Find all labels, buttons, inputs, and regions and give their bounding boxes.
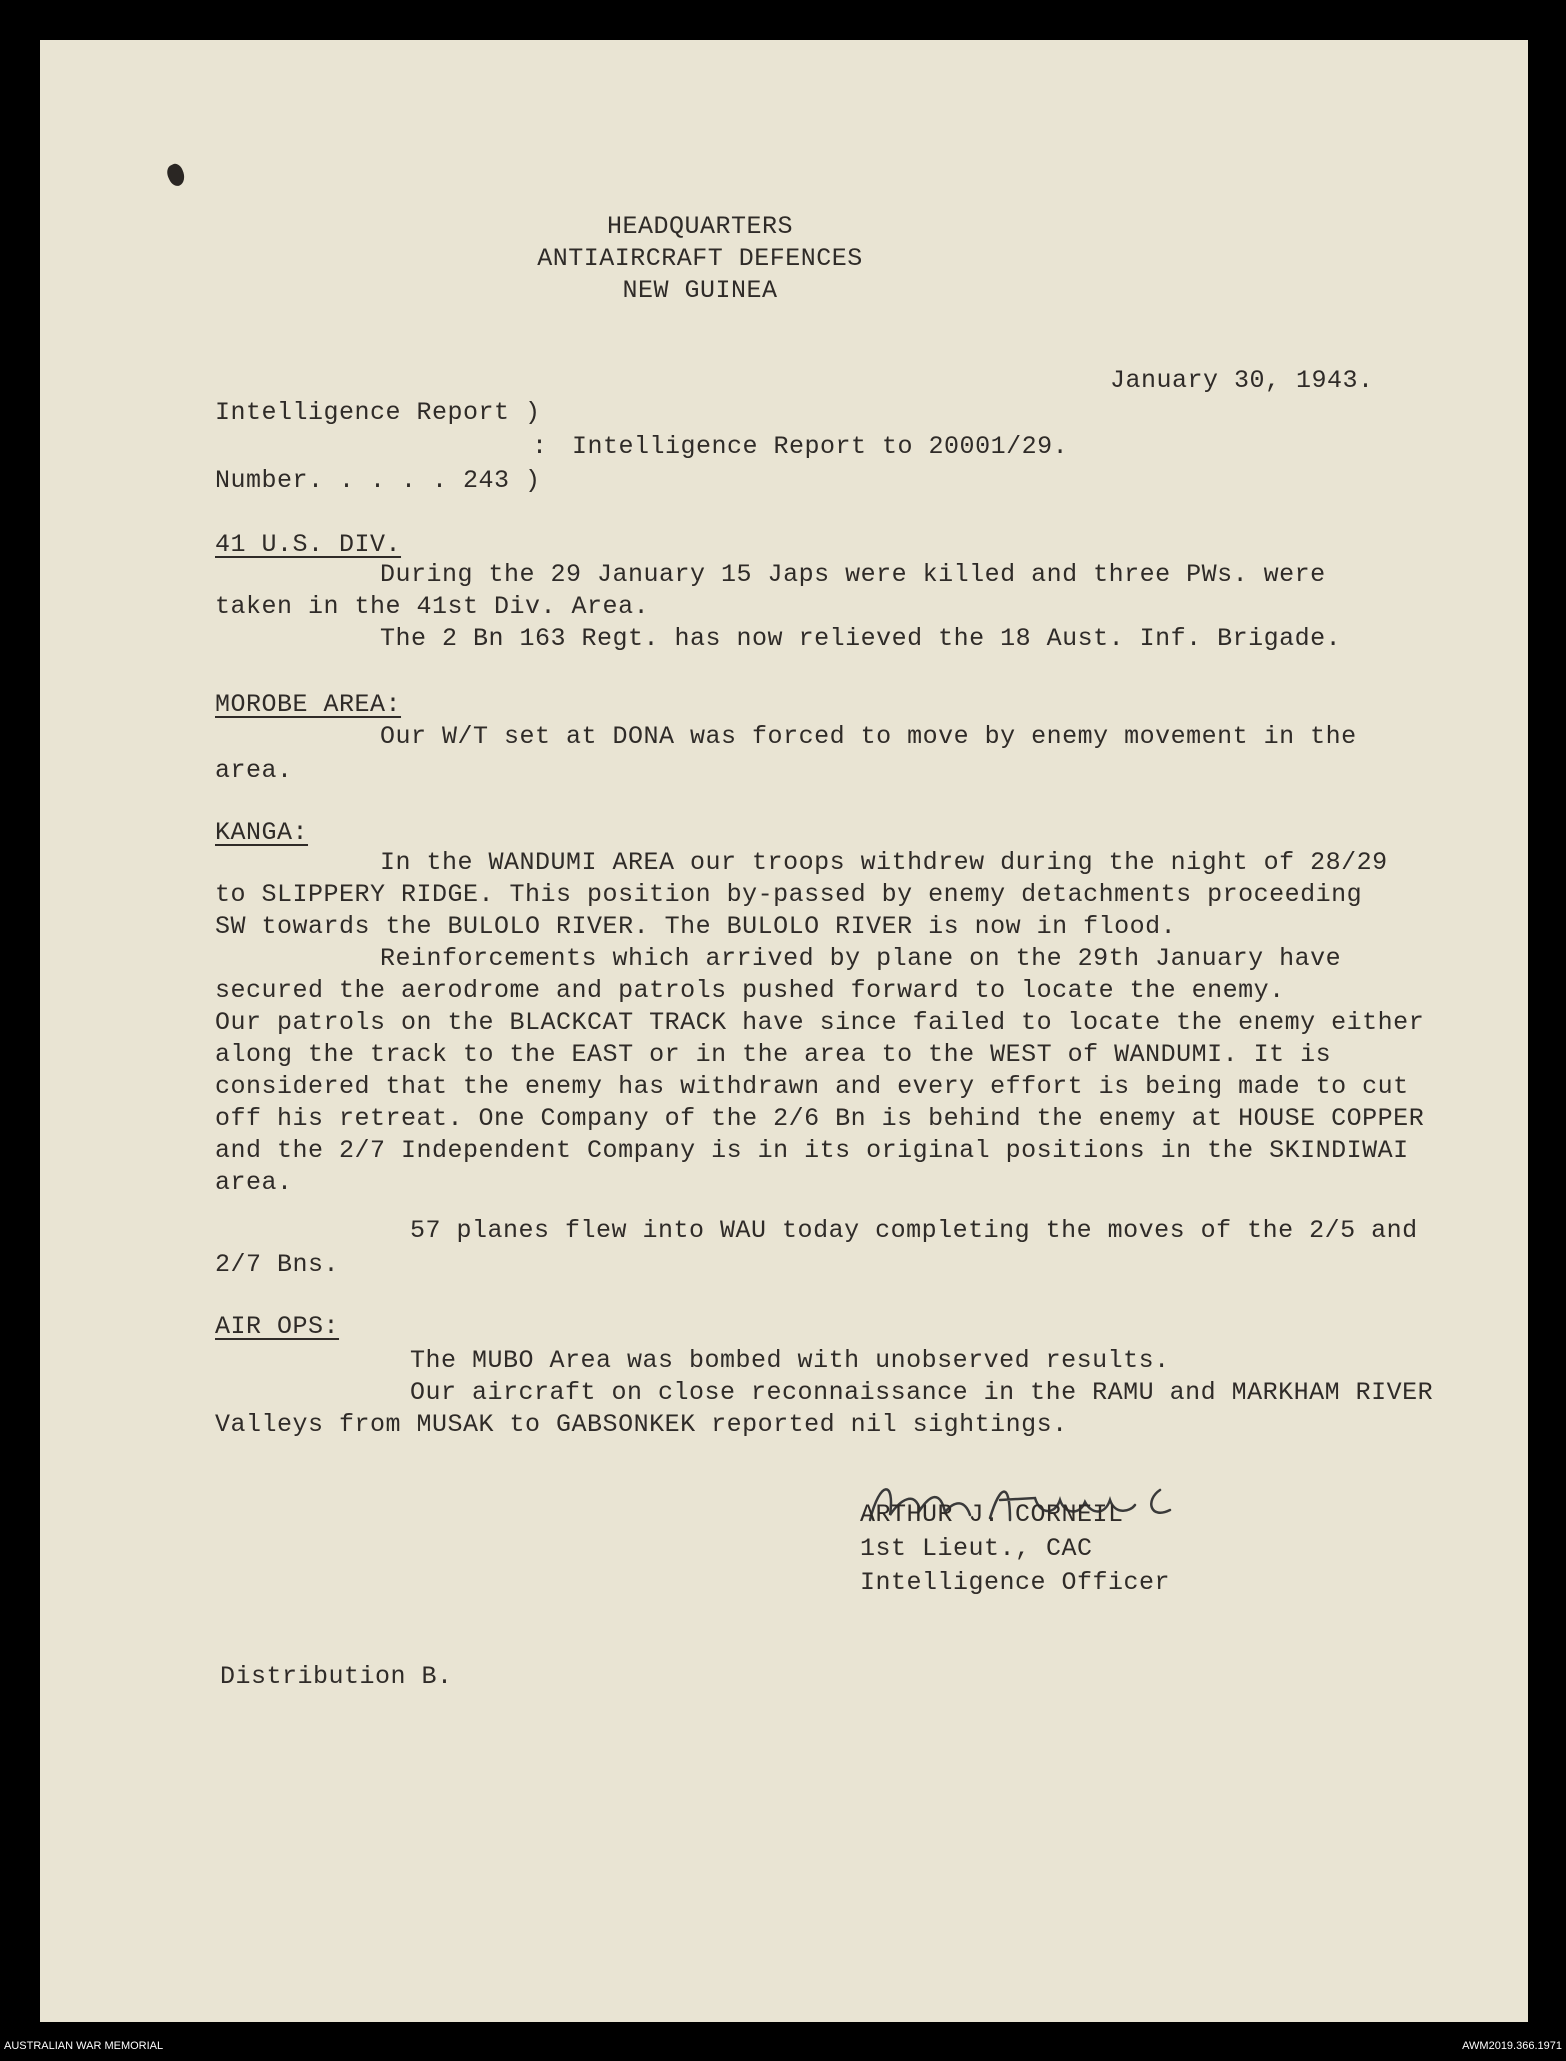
header-line-1: HEADQUARTERS bbox=[606, 212, 794, 241]
distribution: Distribution B. bbox=[220, 1662, 453, 1691]
text-line: area. bbox=[215, 756, 293, 785]
text-line: SW towards the BULOLO RIVER. The BULOLO RIVER is now in flood. bbox=[215, 912, 1177, 941]
signatory-name: ARTHUR J. CORNEIL bbox=[860, 1500, 1124, 1529]
section-heading: AIR OPS: bbox=[215, 1312, 340, 1341]
text-line: Our patrols on the BLACKCAT TRACK have since failed to locate the enemy either bbox=[215, 1008, 1425, 1037]
report-colon: : bbox=[532, 432, 548, 461]
text-line: to SLIPPERY RIDGE. This position by-passed by enemy detachments proceeding bbox=[215, 880, 1363, 909]
report-subject: Intelligence Report to 20001/29. bbox=[572, 432, 1069, 461]
text-line: Our aircraft on close reconnaissance in the RAMU and MARKHAM RIVER bbox=[410, 1378, 1434, 1407]
text-line: 2/7 Bns. bbox=[215, 1250, 340, 1279]
text-line: Reinforcements which arrived by plane on the 29th January have bbox=[380, 944, 1342, 973]
text-line: The 2 Bn 163 Regt. has now relieved the 18 Aust. Inf. Brigade. bbox=[380, 624, 1342, 653]
text-line: taken in the 41st Div. Area. bbox=[215, 592, 650, 621]
text-line: along the track to the EAST or in the area to the WEST of WANDUMI. It is bbox=[215, 1040, 1332, 1069]
section-heading: KANGA: bbox=[215, 818, 309, 847]
header-line-2: ANTIAIRCRAFT DEFENCES bbox=[537, 244, 863, 273]
section-heading: 41 U.S. DIV. bbox=[215, 530, 402, 559]
text-line: off his retreat. One Company of the 2/6 Bn is behind the enemy at HOUSE COPPER bbox=[215, 1104, 1425, 1133]
header-line-3: NEW GUINEA bbox=[622, 276, 778, 305]
text-line: Valleys from MUSAK to GABSONKEK reported nil sightings. bbox=[215, 1410, 1068, 1439]
text-line: area. bbox=[215, 1168, 293, 1197]
signatory-title: Intelligence Officer bbox=[860, 1568, 1171, 1597]
text-line: secured the aerodrome and patrols pushed forward to locate the enemy. bbox=[215, 976, 1285, 1005]
footer-accession: AWM2019.366.1971 bbox=[1462, 2040, 1562, 2052]
text-line: 57 planes flew into WAU today completing the moves of the 2/5 and bbox=[410, 1216, 1418, 1245]
footer-archive: AUSTRALIAN WAR MEMORIAL bbox=[4, 2040, 164, 2052]
document-page bbox=[40, 40, 1528, 2022]
text-line: and the 2/7 Independent Company is in its original positions in the SKINDIWAI bbox=[215, 1136, 1409, 1165]
text-line: Our W/T set at DONA was forced to move by enemy movement in the bbox=[380, 722, 1357, 751]
signatory-rank: 1st Lieut., CAC bbox=[860, 1534, 1093, 1563]
text-line: During the 29 January 15 Japs were killed and three PWs. were bbox=[380, 560, 1326, 589]
punch-hole bbox=[164, 162, 188, 189]
report-number: Number. . . . . 243 ) bbox=[215, 466, 541, 495]
text-line: In the WANDUMI AREA our troops withdrew during the night of 28/29 bbox=[380, 848, 1388, 877]
text-line: considered that the enemy has withdrawn and every effort is being made to cut bbox=[215, 1072, 1409, 1101]
date: January 30, 1943. bbox=[1110, 366, 1374, 395]
text-line: The MUBO Area was bombed with unobserved results. bbox=[410, 1346, 1170, 1375]
section-heading: MOROBE AREA: bbox=[215, 690, 402, 719]
report-label: Intelligence Report ) bbox=[215, 398, 541, 427]
